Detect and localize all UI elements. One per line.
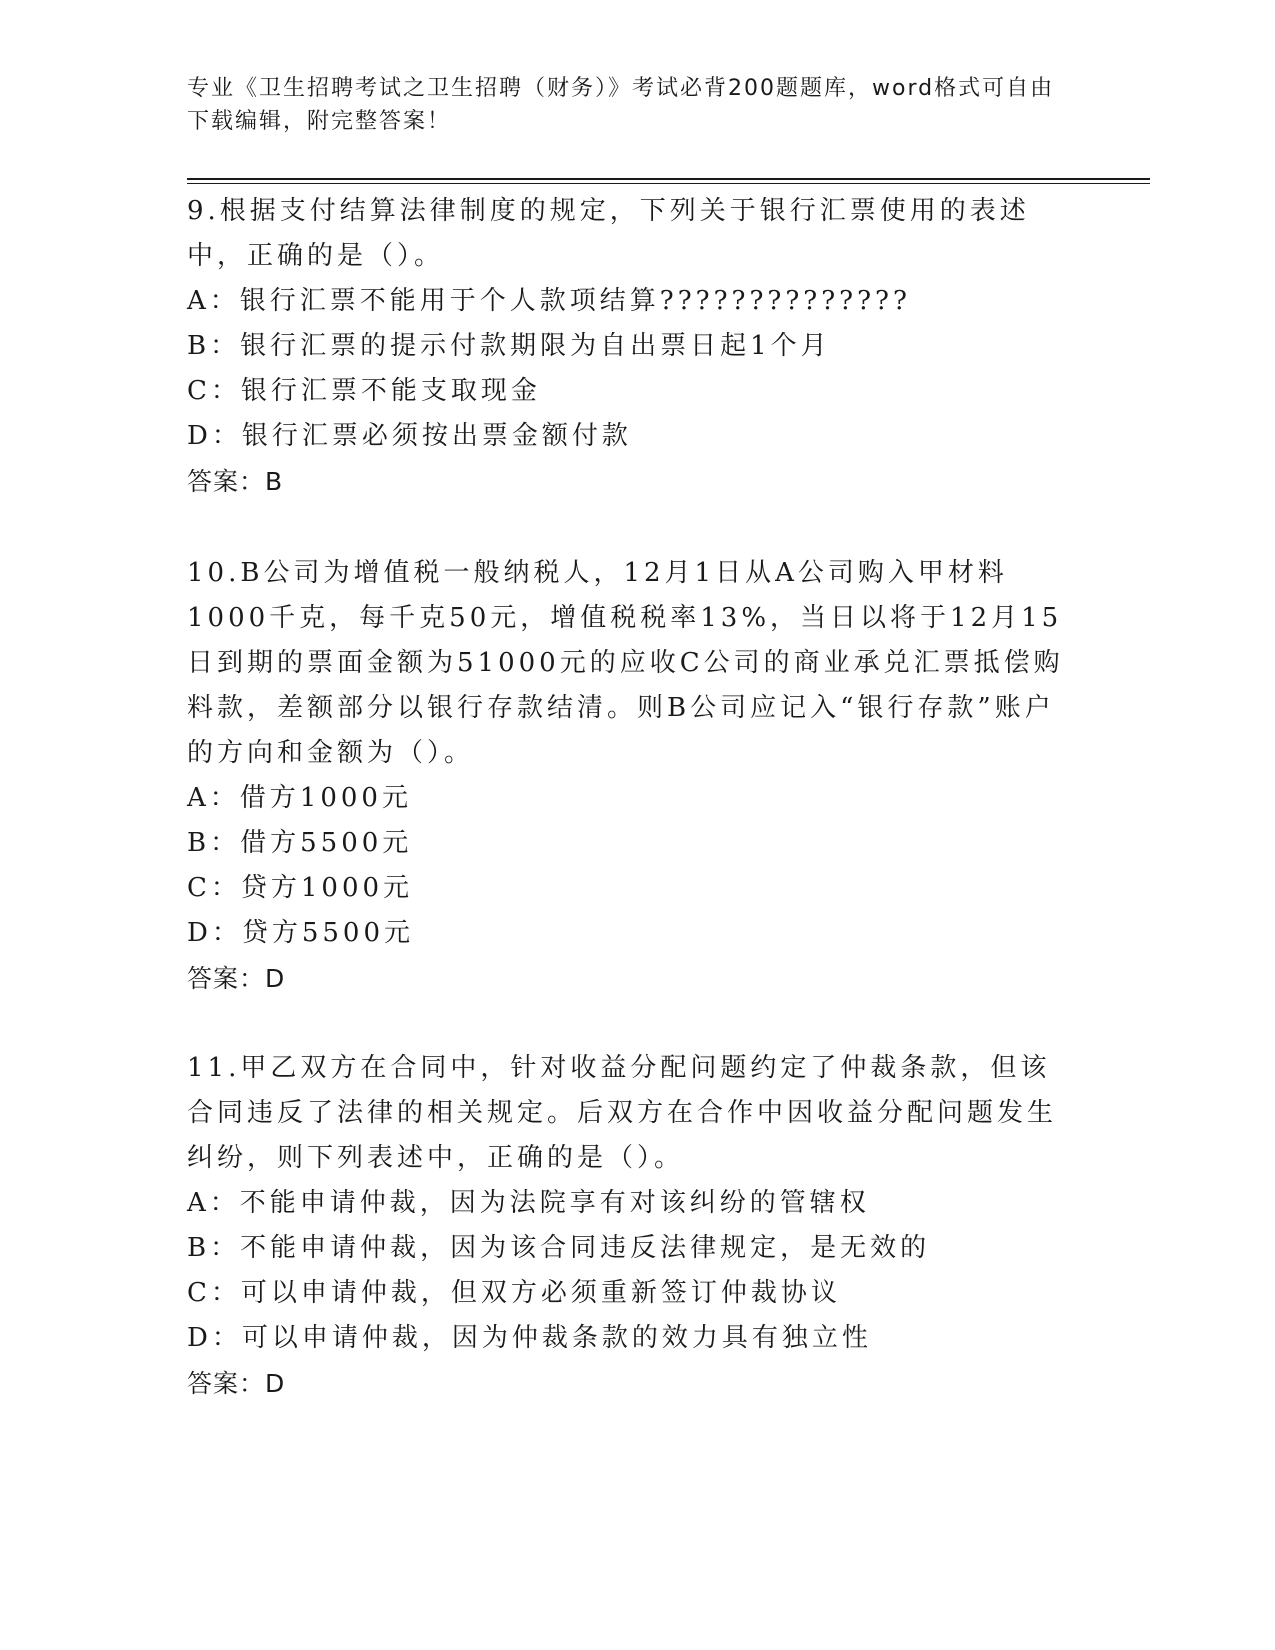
header-divider-thin: [187, 183, 1150, 184]
question-11: [187, 1046, 1067, 1406]
option-c: C：可以申请仲裁，但双方必须重新签订仲裁协议: [187, 1278, 841, 1308]
document-header: 专业《卫生招聘考试之卫生招聘（财务）》考试必背200题题库，word格式可自由下载编辑，附完整答案！: [187, 76, 1055, 134]
option-b: B：不能申请仲裁，因为该合同违反法律规定，是无效的: [187, 1233, 931, 1263]
option-a: A：借方1000元: [187, 783, 412, 813]
answer: 答案：D: [187, 1369, 286, 1398]
option-a: A：银行汇票不能用于个人款项结算??????????????: [187, 286, 911, 316]
question-stem: 11.甲乙双方在合同中，针对收益分配问题约定了仲裁条款，但该合同违反了法律的相关规定。后双方在合作中因收益分配问题发生纠纷，则下列表述中，正确的是（）。: [187, 1053, 1058, 1173]
option-c: C：银行汇票不能支取现金: [187, 376, 541, 406]
option-a: A：不能申请仲裁，因为法院享有对该纠纷的管辖权: [187, 1188, 870, 1218]
answer: 答案：D: [187, 964, 286, 993]
question-9: [187, 189, 1067, 504]
option-d: D：可以申请仲裁，因为仲裁条款的效力具有独立性: [187, 1323, 872, 1353]
header-divider-thick: [187, 178, 1150, 180]
option-d: D：贷方5500元: [187, 918, 415, 948]
answer: 答案：B: [187, 467, 284, 496]
option-b: B：借方5500元: [187, 828, 413, 858]
option-b: B：银行汇票的提示付款期限为自出票日起1个月: [187, 331, 831, 361]
question-stem: 10.B公司为增值税一般纳税人，12月1日从A公司购入甲材料1000千克，每千克50元，增值税税率13%，当日以将于12月15日到期的票面金额为51000元的应收C公司的商业承兑汇票抵偿购料款，差额部分以银行存款结清。则B公司应记入“银行存款”账户的方向和金额为（）。: [187, 558, 1064, 768]
option-d: D：银行汇票必须按出票金额付款: [187, 421, 632, 451]
question-stem: 9.根据支付结算法律制度的规定，下列关于银行汇票使用的表述中，正确的是（）。: [187, 196, 1030, 271]
option-c: C：贷方1000元: [187, 873, 414, 903]
question-10: [187, 551, 1067, 1001]
